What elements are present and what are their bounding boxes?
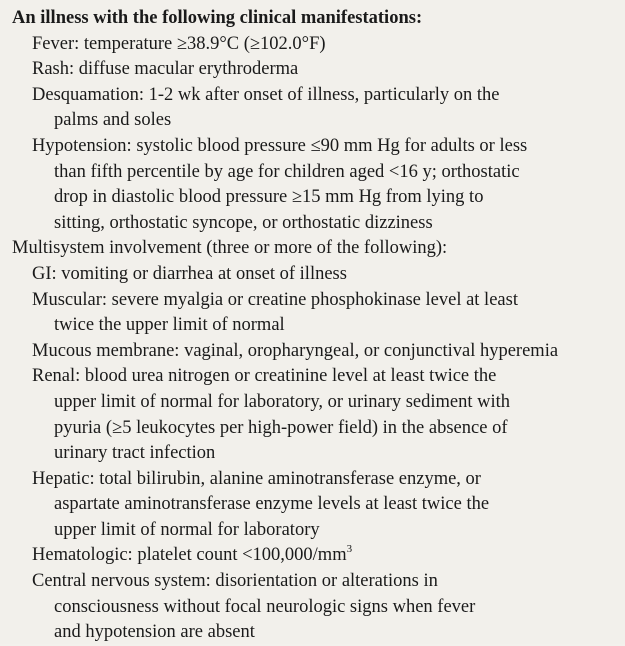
cubed-superscript: 3 <box>346 543 353 556</box>
mucous-membrane-criterion: Mucous membrane: vaginal, oropharyngeal, or conjunctival hyperemia <box>32 340 559 361</box>
renal-criterion-continued: urinary tract infection <box>54 443 216 464</box>
criteria-heading: An illness with the following clinical manifestations: <box>12 8 423 28</box>
renal-criterion: Renal: blood urea nitrogen or creatinine level at least twice the <box>32 366 497 387</box>
renal-criterion-continued: pyuria (≥5 leukocytes per high-power field) in the absence of <box>54 417 508 438</box>
hematologic-text: Hematologic: platelet count <100,000/mm <box>32 545 347 566</box>
hypotension-criterion-continued: sitting, orthostatic syncope, or orthostatic dizziness <box>54 212 433 233</box>
hepatic-criterion: Hepatic: total bilirubin, alanine aminotransferase enzyme, or <box>32 468 481 489</box>
desquamation-criterion: Desquamation: 1-2 wk after onset of illness, particularly on the <box>32 84 500 105</box>
muscular-criterion: Muscular: severe myalgia or creatine phosphokinase level at least <box>32 289 518 310</box>
hepatic-criterion-continued: aspartate aminotransferase enzyme levels at least twice the <box>54 494 490 515</box>
renal-criterion-continued: upper limit of normal for laboratory, or urinary sediment with <box>54 391 511 412</box>
hematologic-criterion <box>12 543 625 569</box>
cns-criterion-continued: and hypotension are absent <box>54 622 255 643</box>
hypotension-criterion: Hypotension: systolic blood pressure ≤90 mm Hg for adults or less <box>32 135 528 156</box>
hepatic-criterion-continued: upper limit of normal for laboratory <box>54 519 320 540</box>
cns-criterion-continued: consciousness without focal neurologic signs when fever <box>54 596 476 617</box>
muscular-criterion-continued: twice the upper limit of normal <box>54 315 285 336</box>
cns-criterion: Central nervous system: disorientation or alterations in <box>32 571 438 592</box>
hypotension-criterion-continued: than fifth percentile by age for children aged <16 y; orthostatic <box>54 161 520 182</box>
desquamation-criterion-continued: palms and soles <box>54 110 172 131</box>
multisystem-heading: Multisystem involvement (three or more of the following): <box>12 238 448 259</box>
hypotension-criterion-continued: drop in diastolic blood pressure ≥15 mm Hg from lying to <box>54 187 484 208</box>
fever-criterion: Fever: temperature ≥38.9°C (≥102.0°F) <box>32 33 326 54</box>
rash-criterion: Rash: diffuse macular erythroderma <box>32 59 299 80</box>
gi-criterion: GI: vomiting or diarrhea at onset of illness <box>32 263 347 284</box>
